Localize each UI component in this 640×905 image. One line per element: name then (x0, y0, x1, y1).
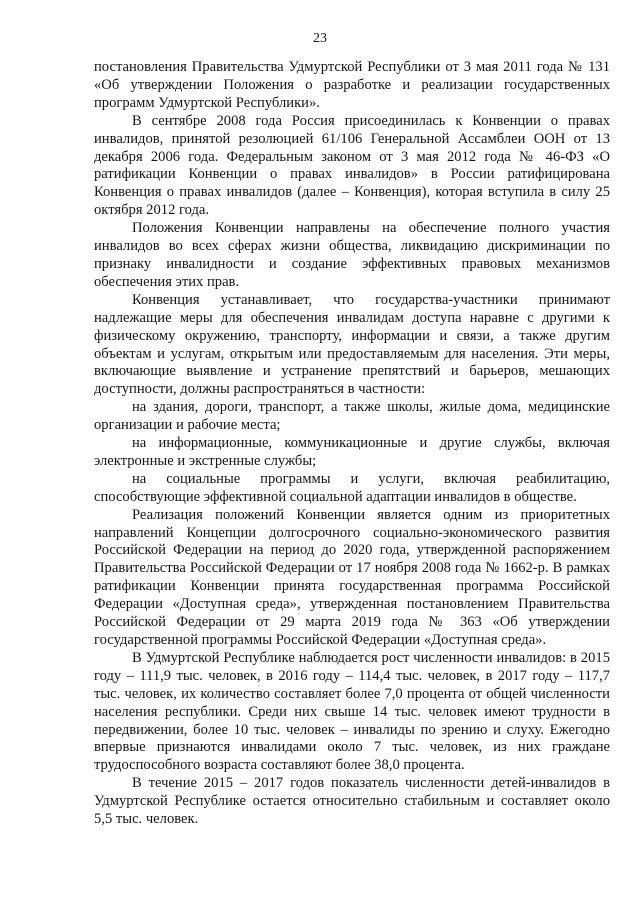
paragraph-udmurt-statistics: В Удмуртской Республике наблюдается рост численности инвалидов: в 2015 году – 111,9 тыс. человек, в 2016 году – 114,4 тыс. человек, в 2017 году – 117,7 тыс. человек, их количество составляет более 7,0 процента от общей численности населения республики. Среди них свыше 14 тыс. человек имеют трудности в передвижении, более 10 тыс. человек – инвалиды по зрению и слуху. Ежегодно впервые признаются инвалидами около 7 тыс. человек, из них граждане трудоспособного возраста составляют более 38,0 процента. (94, 649, 610, 774)
page-number: 23 (313, 31, 327, 46)
paragraph-convention-measures: Конвенция устанавливает, что государства-участники принимают надлежащие меры для обеспечения инвалидам доступа наравне с другими к физическому окружению, транспорту, информации и связи, а также другим объектам и услугам, открытым или предоставляемым для населения. Эти меры, включающие выявление и устранение препятствий и барьеров, мешающих доступности, должны распространяться в частности: (94, 291, 610, 398)
document-body (94, 59, 610, 829)
paragraph-convention-accession: В сентябре 2008 года Россия присоединилась к Конвенции о правах инвалидов, принятой резолюцией 61/106 Генеральной Ассамблеи ООН от 13 декабря 2006 года. Федеральным законом от 3 мая 2012 года № 46-ФЗ «О ратификации Конвенции о правах инвалидов» в России ратифицирована Конвенция о правах инвалидов (далее – Конвенция), которая вступила в силу 25 октября 2012 года. (94, 112, 610, 219)
paragraph-list-social-programs: на социальные программы и услуги, включая реабилитацию, способствующие эффективной социальной адаптации инвалидов в обществе. (94, 470, 610, 505)
paragraph-list-services: на информационные, коммуникационные и другие службы, включая электронные и экстренные службы; (94, 435, 610, 469)
paragraph-continuation: постановления Правительства Удмуртской Республики от 3 мая 2011 года № 131 «Об утверждении Положения о разработке и реализации государственных программ Удмуртской Республики». (94, 59, 610, 111)
paragraph-list-buildings: на здания, дороги, транспорт, а также школы, жилые дома, медицинские организации и рабочие места; (94, 399, 610, 434)
paragraph-children-statistics: В течение 2015 – 2017 годов показатель численности детей-инвалидов в Удмуртской Республике остается относительно стабильным и составляет около 5,5 тыс. человек. (94, 775, 610, 828)
paragraph-convention-provisions: Положения Конвенции направлены на обеспечение полного участия инвалидов во всех сферах жизни общества, ликвидацию дискриминации по признаку инвалидности и создание эффективных правовых механизмов обеспечения этих прав. (94, 220, 610, 290)
paragraph-implementation: Реализация положений Конвенции является одним из приоритетных направлений Концепции долгосрочного социально-экономического развития Российской Федерации на период до 2020 года, утвержденной распоряжением Правительства Российской Федерации от 17 ноября 2008 года № 1662-р. В рамках ратификации Конвенции принята государственная программа Российской Федерации «Доступная среда», утвержденная постановлением Правительства Российской Федерации от 29 марта 2019 года № 363 «Об утверждении государственной программы Российской Федерации «Доступная среда». (94, 506, 610, 648)
